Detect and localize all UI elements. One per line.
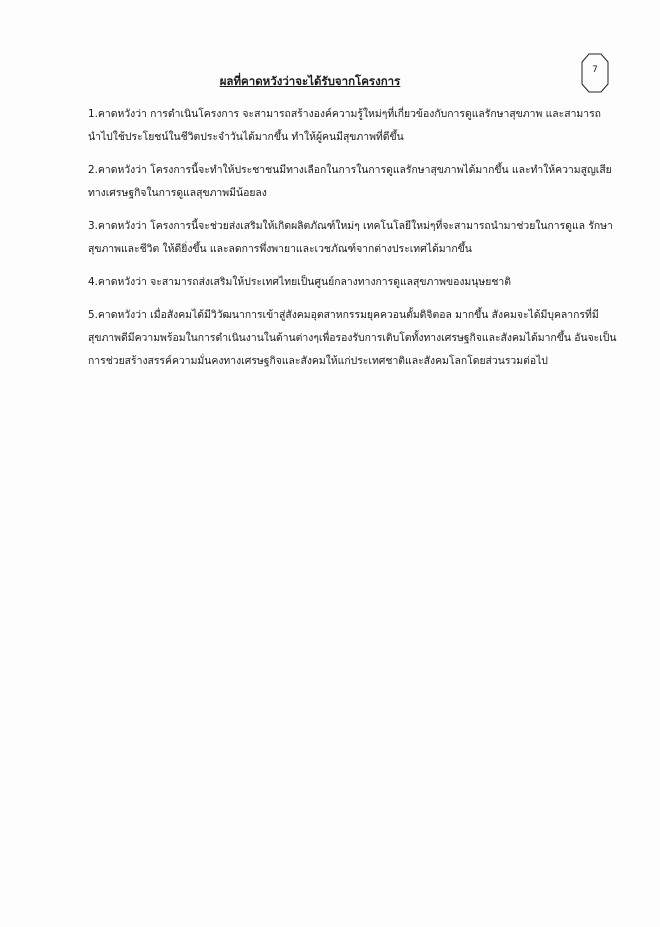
item-line: นำไปใช้ประโยชน์ในชีวิตประจำวันได้มากขึ้น ทำให้ผู้คนมีสุขภาพที่ดีขึ้น [88, 131, 404, 143]
list-item [88, 159, 612, 205]
item-line: 3.คาดหวังว่า โครงการนี้จะช่วยส่งเสริมให้เกิดผลิตภัณฑ์ใหม่ๆ เทคโนโลยีใหม่ๆที่จะสามารถนำมาช่วยในการดูแล รักษา [88, 220, 613, 232]
list-item [88, 103, 600, 149]
expected-results-list [88, 103, 617, 383]
item-line: ทางเศรษฐกิจในการดูแลสุขภาพมีน้อยลง [88, 187, 267, 199]
item-line: สุขภาพและชีวิต ให้ดียิ่งขึ้น และลดการพึ่งพายาและเวชภัณฑ์จากต่างประเทศได้มากขึ้น [88, 243, 472, 255]
item-line: สุขภาพดีมีความพร้อมในการดำเนินงานในด้านต่างๆเพื่อรองรับการเติบโตทั้งทางเศรษฐกิจและสังคมได้มากขึ้น อันจะเป็น [88, 332, 617, 344]
item-line: 1.คาดหวังว่า การดำเนินโครงการ จะสามารถสร้างองค์ความรู้ใหม่ๆที่เกี่ยวข้องกับการดูแลรักษาสุขภาพ และสามารถ [88, 108, 601, 120]
list-item [88, 271, 600, 294]
page-title: ผลที่คาดหวังว่าจะได้รับจากโครงการ [219, 74, 401, 88]
list-item [88, 215, 613, 261]
page-number: 7 [592, 65, 598, 75]
list-item [88, 304, 617, 373]
item-line: การช่วยสร้างสรรค์ความมั่นคงทางเศรษฐกิจและสังคมให้แก่ประเทศชาติและสังคมโลกโดยส่วนรวมต่อไป [88, 355, 548, 367]
item-line: 2.คาดหวังว่า โครงการนี้จะทำให้ประชาชนมีทางเลือกในการในการดูแลรักษาสุขภาพได้มากขึ้น และทำให้ความสูญเสีย [88, 164, 612, 176]
item-line: 5.คาดหวังว่า เมื่อสังคมได้มีวิวัฒนาการเข้าสู่สังคมอุตสาหกรรมยุคควอนตั้มดิจิตอล มากขึ้น สังคมจะได้มีบุคลากรที่มี [88, 309, 599, 321]
item-line: 4.คาดหวังว่า จะสามารถส่งเสริมให้ประเทศไทยเป็นศูนย์กลางทางการดูแลสุขภาพของมนุษยชาติ [88, 276, 511, 288]
page-number-badge [580, 52, 610, 94]
